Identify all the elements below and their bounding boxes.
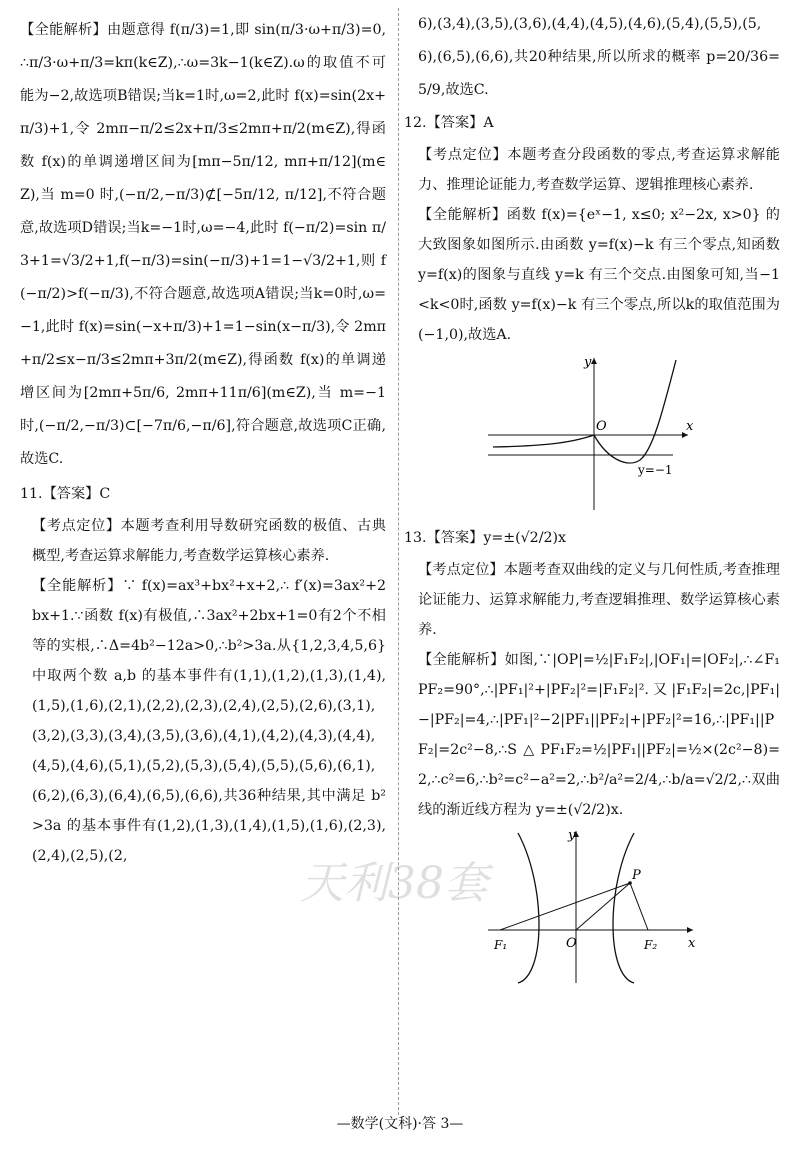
x-label: x bbox=[688, 936, 696, 951]
svg-text:天利38套: 天利38套 bbox=[300, 858, 488, 909]
segment-pf1 bbox=[500, 883, 630, 930]
segment-op bbox=[576, 883, 630, 930]
figure-piecewise-function bbox=[418, 350, 780, 520]
q11-kaodian: 【考点定位】本题考查利用导数研究函数的极值、古典概型,考查运算求解能力,考查数学运算核心素养. bbox=[32, 518, 386, 564]
origin-label: O bbox=[596, 419, 607, 434]
left-column bbox=[20, 0, 386, 871]
q13-analysis: 【全能解析】如图,∵|OP|=½|F₁F₂|,|OF₁|=|OF₂|,∴∠F₁PF₂=90°,∴|PF₁|²+|PF₂|²=|F₁F₂|².又|F₁F₂|=2c,|PF₁|−|PF₂|=4,∴|PF₁|²−2|PF₁||PF₂|+|PF₂|²=16,∴|PF₁||PF₂|=2c²−8,∴S△PF₁F₂=½|PF₁||PF₂|=½×(2c²−8)=2,∴c²=6,∴b²=c²−a²=2,∴b²/a²=2/4,∴b/a=√2/2,∴双曲线的渐近线方程为 y=±(√2/2)x. bbox=[418, 652, 780, 818]
q11-analysis: 【全能解析】∵ f(x)=ax³+bx²+x+2,∴ f′(x)=3ax²+2bx+1.∵函数 f(x)有极值,∴3ax²+2bx+1=0有2个不相等的实根,∴Δ=4b²−12a>0,∴b²>3a.从{1,2,3,4,5,6}中取两个数 a,b 的基本事件有(1,1),(1,2),(1,3),(1,4),(1,5),(1,6),(2,1),(2,2),(2,3),(2,4),(2,5),(2,6),(3,1),(3,2),(3,3),(3,4),(3,5),(3,6),(4,1),(4,2),(4,3),(4,4),(4,5),(4,6),(5,1),(5,2),(5,3),(5,4),(5,5),(5,6),(6,1),(6,2),(6,3),(6,4),(6,5),(6,6),共36种结果,其中满足 b²>3a 的基本事件有(1,2),(1,3),(1,4),(1,5),(1,6),(2,3),(2,4),(2,5),(2, bbox=[32, 578, 386, 864]
column-divider bbox=[398, 8, 399, 1115]
origin-label: O bbox=[566, 936, 577, 951]
x-label: x bbox=[686, 419, 694, 434]
hyperbola-right-branch bbox=[613, 833, 634, 983]
y-label: y bbox=[568, 828, 576, 843]
analysis-q10: 【全能解析】由题意得 f(π/3)=1,即 sin(π/3·ω+π/3)=0,∴π/3·ω+π/3=kπ(k∈Z),∴ω=3k−1(k∈Z).ω的取值不可能为−2,故选项B错误;当k=1时,ω=2,此时 f(x)=sin(2x+π/3)+1,令 2mπ−π/2≤2x+π/3≤2mπ+π/2(m∈Z),得函数 f(x)的单调递增区间为[mπ−5π/12, mπ+π/12](m∈Z),当 m=0 时,(−π/2,−π/3)⊄[−5π/12, π/12],不符合题意,故选项D错误;当k=−1时,ω=−4,此时 f(−π/2)=sin π/3+1=√3/2+1,f(−π/3)=sin(−π/3)+1=1−√3/2+1,则 f(−π/2)>f(−π/3),不符合题意,故选项A错误;当k=0时,ω=−1,此时 f(x)=sin(−x+π/3)+1=1−sin(x−π/3),令 2mπ+π/2≤x−π/3≤2mπ+3π/2(m∈Z),得函数 f(x)的单调递增区间为[2mπ+5π/6, 2mπ+11π/6](m∈Z),当 m=−1 时,(−π/2,−π/3)⊂[−7π/6,−π/6],符合题意,故选项C正确,故选C. bbox=[20, 22, 386, 467]
p-label: P bbox=[632, 868, 641, 883]
f2-label: F₂ bbox=[644, 938, 658, 952]
piecewise-graph bbox=[418, 350, 780, 520]
exp-branch bbox=[493, 435, 594, 447]
page-footer: —数学(文科)·答 3— bbox=[336, 1116, 464, 1132]
q12-kaodian: 【考点定位】本题考查分段函数的零点,考查运算求解能力、推理论证能力,考查数学运算、逻辑推理核心素养. bbox=[418, 147, 780, 193]
f1-label: F₁ bbox=[494, 938, 508, 952]
line-label: y=−1 bbox=[638, 463, 673, 477]
q12-answer: 12.【答案】A bbox=[404, 115, 494, 131]
q12-analysis: 【全能解析】函数 f(x)={eˣ−1, x≤0; x²−2x, x>0} 的大致图象如图所示.由函数 y=f(x)−k 有三个零点,知函数 y=f(x)的图象与直线 y=k 有三个交点.由图象可知,当−1<k<0时,函数 y=f(x)−k 有三个零点,所以k的取值范围为(−1,0),故选A. bbox=[418, 207, 780, 343]
hyperbola-left-branch bbox=[518, 833, 539, 983]
watermark-logo bbox=[300, 838, 500, 928]
parabola-branch bbox=[594, 360, 676, 463]
y-label: y bbox=[584, 355, 592, 370]
q11-analysis-cont: 6),(3,4),(3,5),(3,6),(4,4),(4,5),(4,6),(5,4),(5,5),(5,6),(6,5),(6,6),共20种结果,所以所求的概率 p=20/36=5/9,故选C. bbox=[418, 16, 780, 98]
segment-pf2 bbox=[630, 883, 648, 930]
q13-kaodian: 【考点定位】本题考查双曲线的定义与几何性质,考查推理论证能力、运算求解能力,考查逻辑推理、数学运算核心素养. bbox=[418, 562, 780, 638]
q13-answer: 13.【答案】y=±(√2/2)x bbox=[404, 530, 567, 546]
q11-answer: 11.【答案】C bbox=[20, 486, 111, 502]
